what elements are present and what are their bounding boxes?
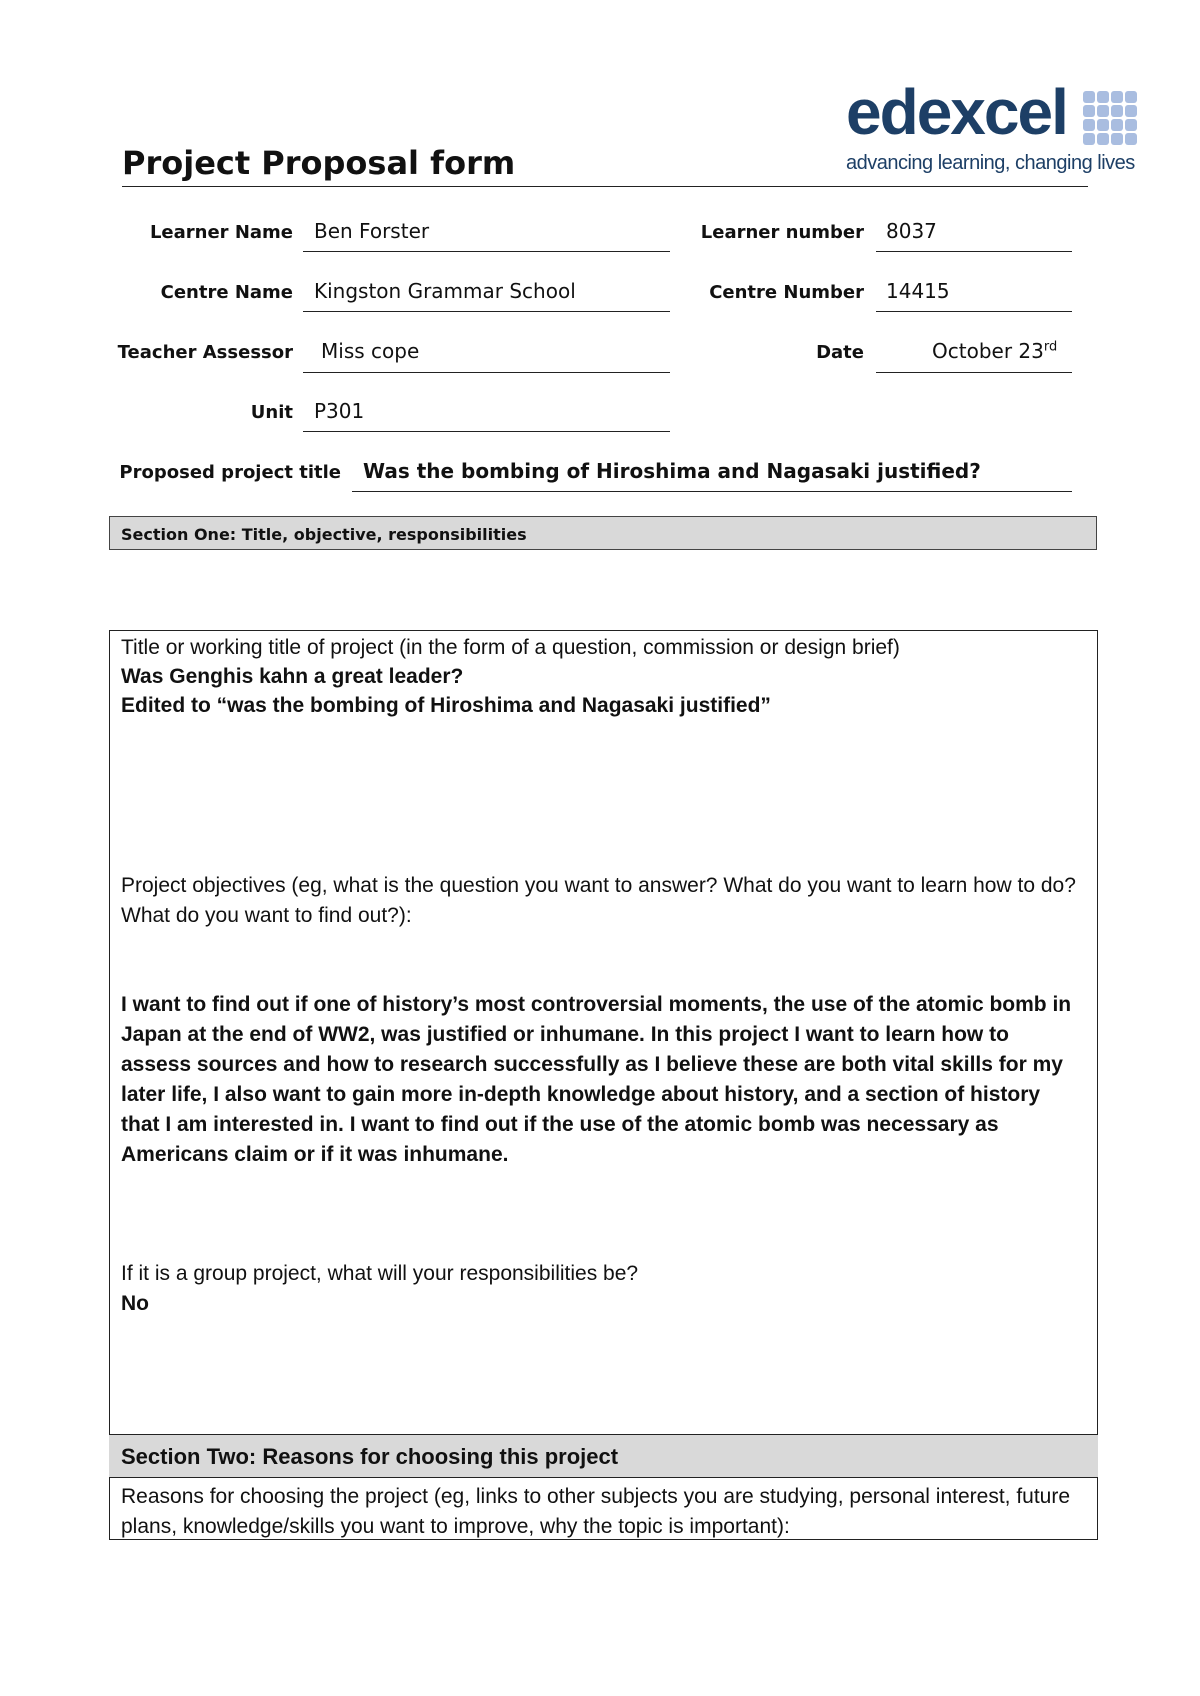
logo-dot [1125, 105, 1137, 117]
logo-dot [1097, 91, 1109, 103]
section-two-header [109, 1434, 1098, 1478]
learner-number-value[interactable]: 8037 [886, 219, 937, 243]
logo-dot [1083, 105, 1095, 117]
logo-dot [1083, 119, 1095, 131]
date-value[interactable] [932, 339, 1057, 363]
logo-dot [1125, 119, 1137, 131]
unit-underline [303, 431, 670, 432]
centre-name-label: Centre Name [160, 282, 293, 303]
objectives-prompt: Project objectives (eg, what is the question you want to answer? What do you want to learn how to do? What do you want to find out?): [121, 874, 1076, 927]
edexcel-logo-wordmark: edexcel [846, 76, 1067, 148]
working-title-line2[interactable]: Edited to “was the bombing of Hiroshima and Nagasaki justified” [121, 694, 771, 717]
section-one-header [109, 516, 1097, 550]
centre-name-underline [303, 311, 670, 312]
date-ordinal-suffix: rd [1043, 339, 1058, 355]
centre-number-label: Centre Number [709, 282, 864, 303]
objectives-answer[interactable]: I want to find out if one of history’s most controversial moments, the use of the atomic bomb in Japan at the end of WW2, was justified or inhumane. In this project I want to learn how to assess sources and how to research successfully as I believe these are both vital skills for my later life, I also want to gain more in-depth knowledge about history, and a section of history that I am interested in. I want to find out if the use of the atomic bomb was necessary as Americans claim or if it was inhumane. [121, 993, 1072, 1166]
section-two-heading: Section Two: Reasons for choosing this project [121, 1444, 619, 1469]
logo-dot [1125, 91, 1137, 103]
date-main: October 23 [932, 339, 1044, 363]
learner-number-label: Learner number [700, 222, 864, 243]
centre-name-value[interactable]: Kingston Grammar School [314, 279, 576, 303]
working-title-line1[interactable]: Was Genghis kahn a great leader? [121, 665, 464, 688]
learner-number-underline [876, 251, 1072, 252]
teacher-assessor-label: Teacher Assessor [117, 342, 293, 363]
learner-name-label: Learner Name [149, 222, 293, 243]
date-label: Date [816, 342, 864, 363]
logo-dot [1097, 133, 1109, 145]
teacher-assessor-underline [303, 372, 670, 373]
unit-label: Unit [250, 402, 293, 423]
teacher-assessor-value[interactable]: Miss cope [321, 339, 420, 363]
proposed-title-underline [352, 491, 1072, 492]
section-one-heading: Section One: Title, objective, responsibilities [121, 525, 527, 544]
group-project-prompt: If it is a group project, what will your responsibilities be? [121, 1262, 639, 1285]
logo-dot [1111, 133, 1123, 145]
logo-dot [1083, 91, 1095, 103]
logo-dot [1111, 105, 1123, 117]
logo-dot [1097, 119, 1109, 131]
working-title-prompt: Title or working title of project (in the form of a question, commission or design brief) [121, 636, 900, 659]
logo-dot [1083, 133, 1095, 145]
proposed-title-label: Proposed project title [119, 462, 341, 483]
date-underline [876, 372, 1072, 373]
logo-dot [1097, 105, 1109, 117]
learner-name-underline [303, 251, 670, 252]
centre-number-underline [876, 311, 1072, 312]
edexcel-logo-tagline: advancing learning, changing lives [846, 152, 1135, 174]
title-divider [122, 186, 1088, 187]
logo-dot [1111, 119, 1123, 131]
unit-value[interactable]: P301 [314, 399, 365, 423]
group-project-answer[interactable]: No [121, 1292, 149, 1315]
form-title: Project Proposal form [122, 144, 516, 182]
learner-name-value[interactable]: Ben Forster [314, 219, 430, 243]
logo-dot [1125, 133, 1137, 145]
proposed-title-value[interactable]: Was the bombing of Hiroshima and Nagasaki justified? [363, 459, 981, 483]
logo-dot [1111, 91, 1123, 103]
centre-number-value[interactable]: 14415 [886, 279, 950, 303]
edexcel-logo-dots-icon [1082, 90, 1138, 146]
reasons-prompt: Reasons for choosing the project (eg, links to other subjects you are studying, personal interest, future plans, knowledge/skills you want to improve, why the topic is important): [121, 1485, 1071, 1538]
